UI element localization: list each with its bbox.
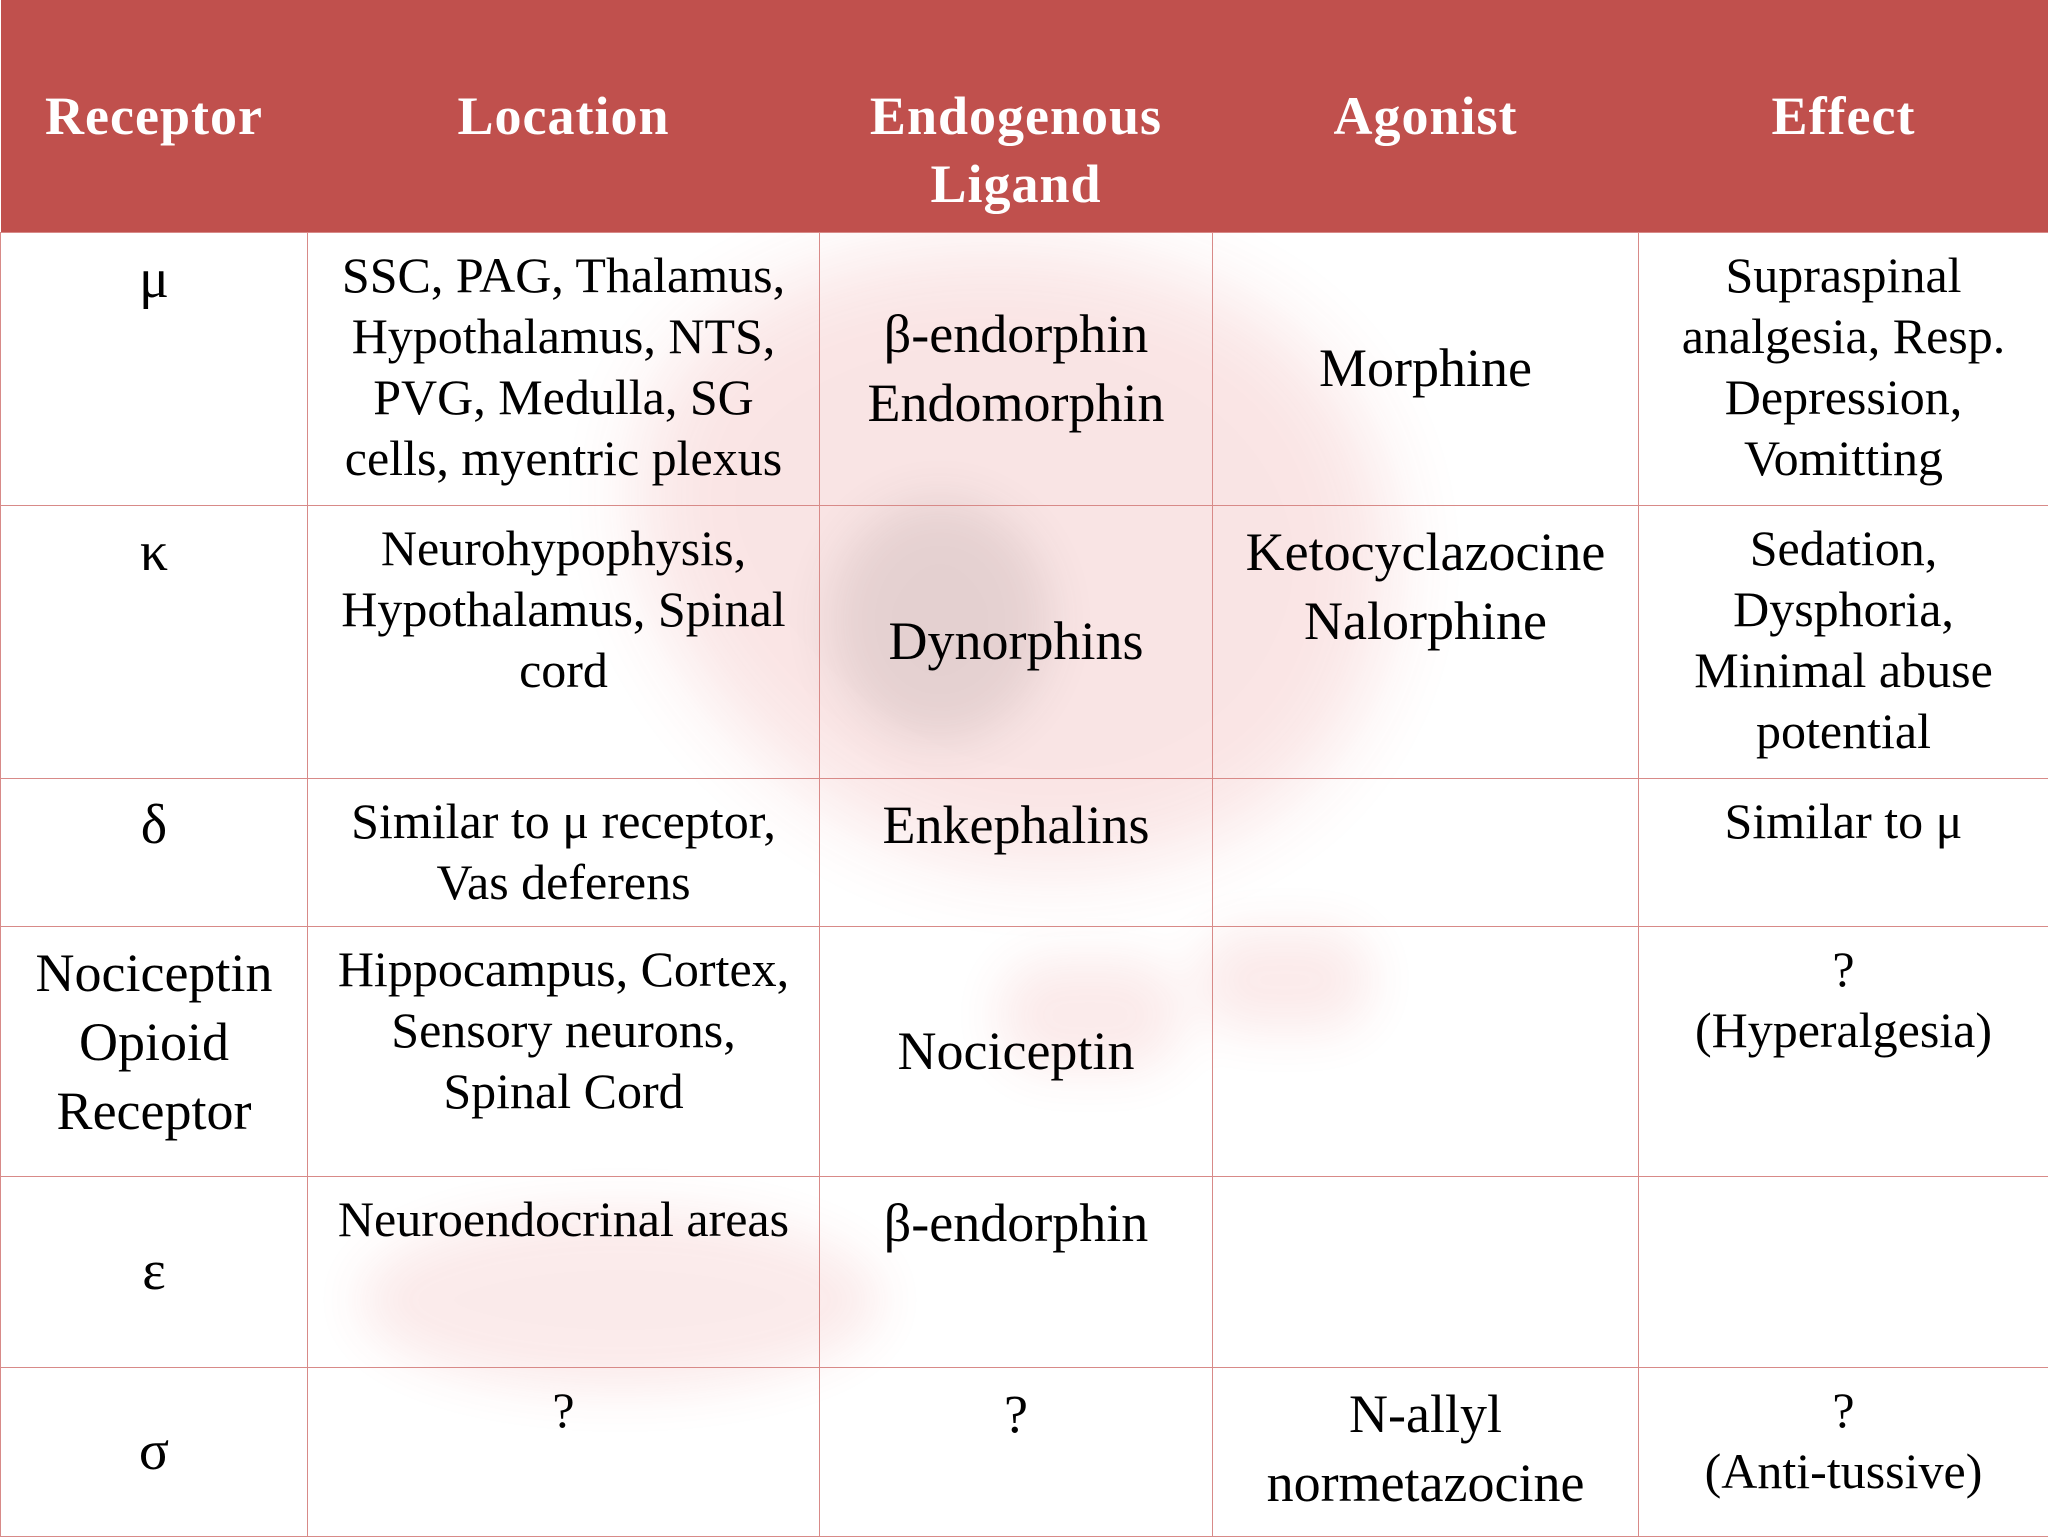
table-row [1,926,2048,1176]
effect-cell [1639,1367,2048,1536]
table-row [1,778,2048,926]
effect-line: Depression, [1647,367,2040,428]
location-cell [308,778,820,926]
effect-cell [1639,926,2048,1176]
agonist-line: Nalorphine [1221,587,1630,656]
receptor-name-line: Opioid [9,1008,299,1077]
agonist-line: Ketocyclazocine [1221,518,1630,587]
location-line: Sensory neurons, [316,1000,811,1061]
agonist-cell [1213,1367,1639,1536]
agonist-cell [1213,1176,1639,1367]
header-effect: Effect [1639,0,2048,232]
receptor-name-line: Nociceptin [9,939,299,1008]
location-cell [308,505,820,778]
receptor-name-line: Receptor [9,1077,299,1146]
receptor-symbol: κ [9,518,299,587]
receptor-cell [1,1367,308,1536]
receptor-cell [1,926,308,1176]
ligand-line: β-endorphin [828,300,1204,369]
receptor-cell [1,778,308,926]
effect-line: Minimal abuse [1647,640,2040,701]
agonist-cell [1213,232,1639,505]
ligand-cell [820,232,1213,505]
ligand-line: ? [828,1380,1204,1449]
table-row [1,505,2048,778]
header-row [1,0,2048,232]
location-line: Neuroendocrinal areas [316,1189,811,1250]
ligand-cell [820,1367,1213,1536]
effect-line: Similar to μ [1647,791,2040,852]
ligand-cell [820,778,1213,926]
agonist-line: Morphine [1221,334,1630,403]
agonist-line: N-allyl [1221,1380,1630,1449]
table-row [1,1367,2048,1536]
table-body [1,232,2048,1536]
effect-line: analgesia, Resp. [1647,306,2040,367]
location-line: Hypothalamus, NTS, [316,306,811,367]
location-line: PVG, Medulla, SG [316,367,811,428]
receptor-cell [1,505,308,778]
agonist-cell [1213,778,1639,926]
table-row [1,1176,2048,1367]
effect-line: Vomitting [1647,428,2040,489]
effect-cell [1639,505,2048,778]
receptor-symbol: μ [9,245,299,314]
header-endogenous-ligand [820,0,1213,232]
location-cell [308,232,820,505]
location-cell [308,1367,820,1536]
receptor-symbol: σ [9,1417,299,1486]
header-receptor: Receptor [1,0,308,232]
ligand-line: Endomorphin [828,369,1204,438]
location-line: SSC, PAG, Thalamus, [316,245,811,306]
ligand-line: Enkephalins [828,791,1204,860]
receptor-symbol: ε [9,1237,299,1306]
header-location: Location [308,0,820,232]
receptor-cell [1,1176,308,1367]
ligand-line: Dynorphins [828,607,1204,676]
agonist-cell [1213,505,1639,778]
receptor-symbol: δ [9,791,299,860]
ligand-line: β-endorphin [828,1189,1204,1258]
effect-line: ? [1647,1380,2040,1441]
location-line: Similar to μ receptor, [316,791,811,852]
ligand-line: Nociceptin [828,1017,1204,1086]
effect-line: ? [1647,939,2040,1000]
location-line: cells, myentric plexus [316,428,811,489]
location-line: cord [316,640,811,701]
location-cell [308,1176,820,1367]
effect-line: (Anti-tussive) [1647,1441,2040,1502]
location-line: Hypothalamus, Spinal [316,579,811,640]
location-line: Spinal Cord [316,1061,811,1122]
effect-cell [1639,778,2048,926]
effect-cell [1639,232,2048,505]
location-line: ? [316,1380,811,1441]
location-line: Vas deferens [316,852,811,913]
effect-cell [1639,1176,2048,1367]
table-row [1,232,2048,505]
ligand-cell [820,1176,1213,1367]
effect-line: Supraspinal [1647,245,2040,306]
ligand-cell [820,505,1213,778]
effect-line: Sedation, [1647,518,2040,579]
ligand-cell [820,926,1213,1176]
receptor-cell [1,232,308,505]
header-ligand-line1: Endogenous [828,82,1205,150]
location-cell [308,926,820,1176]
effect-line: potential [1647,701,2040,762]
table-header [1,0,2048,232]
effect-line: Dysphoria, [1647,579,2040,640]
location-line: Hippocampus, Cortex, [316,939,811,1000]
effect-line: (Hyperalgesia) [1647,1000,2040,1061]
location-line: Neurohypophysis, [316,518,811,579]
header-agonist: Agonist [1213,0,1639,232]
agonist-cell [1213,926,1639,1176]
agonist-line: normetazocine [1221,1449,1630,1518]
header-ligand-line2: Ligand [828,150,1205,218]
